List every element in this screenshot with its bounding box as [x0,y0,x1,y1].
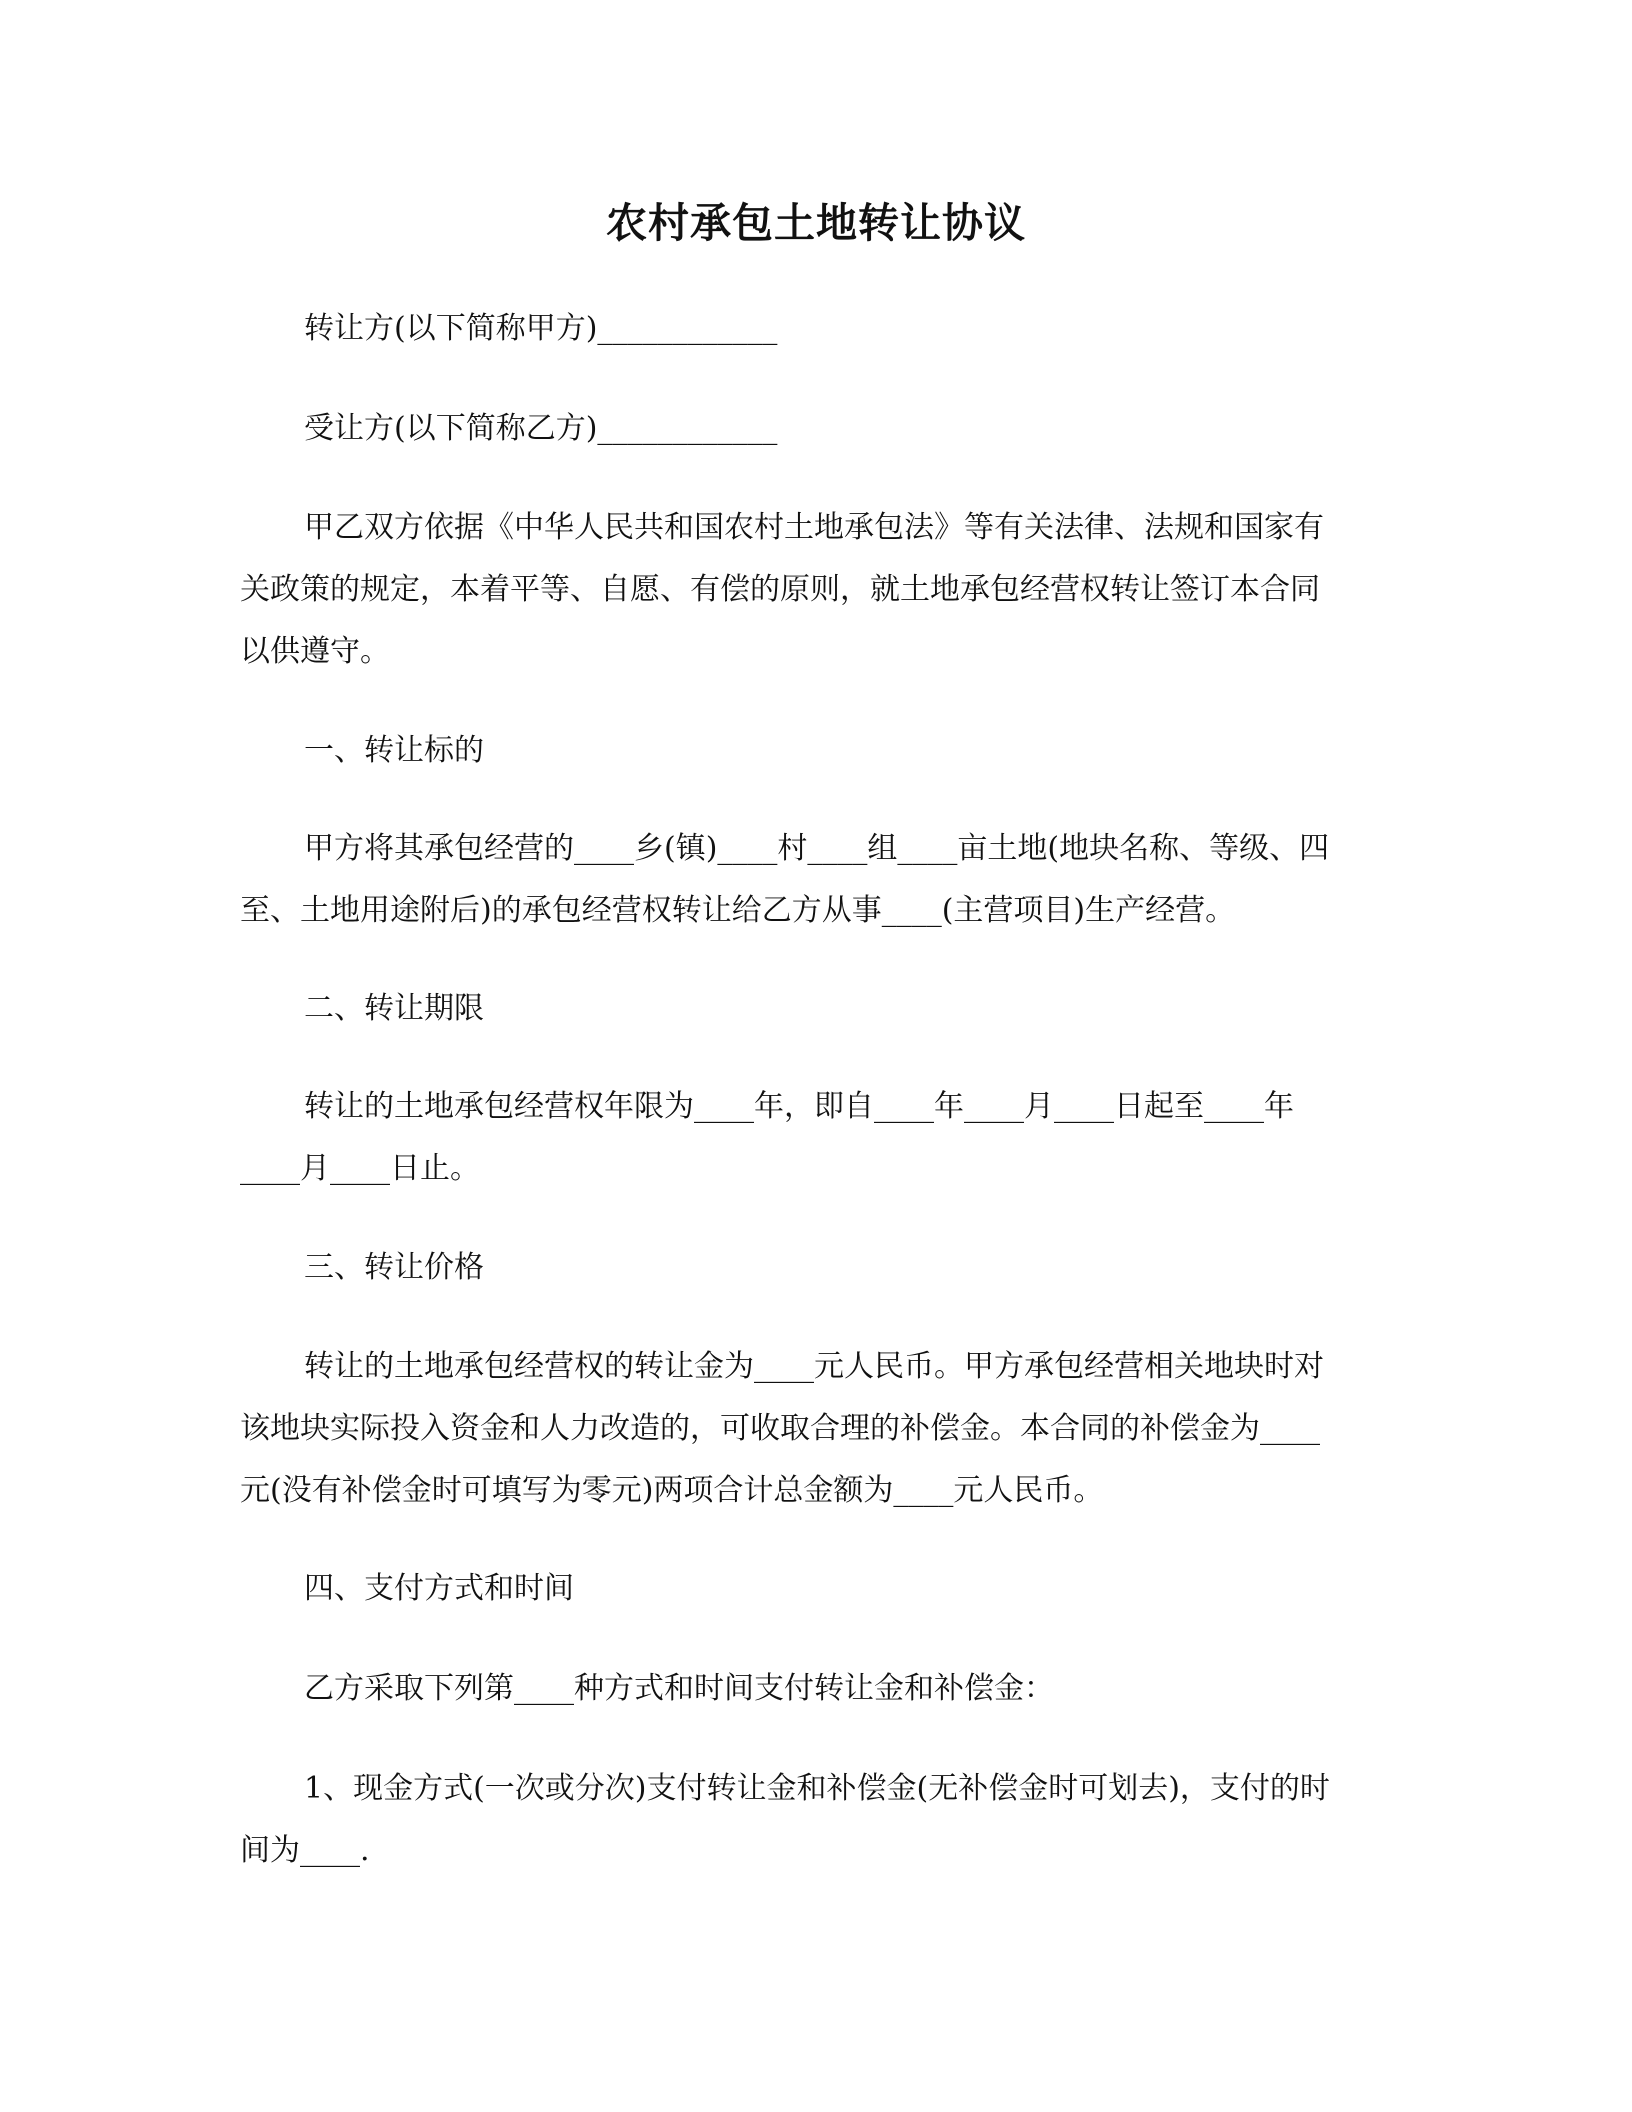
section4-line: 乙方采取下列第____种方式和时间支付转让金和补偿金： [304,1671,1054,1706]
document-title: 农村承包土地转让协议 [606,199,1026,247]
party-a-line [240,298,1454,360]
section2-line: ____月____日止。 [240,1151,480,1186]
party-b-text: 受让方(以下简称乙方)____________ [304,411,778,446]
section2-paragraph [240,1076,1390,1200]
section3-paragraph [240,1336,1390,1522]
section-heading [240,978,1454,1040]
section1-heading: 一、转让标的 [304,733,484,768]
section2-heading: 二、转让期限 [304,991,484,1026]
section3-line: 转让的土地承包经营权的转让金为____元人民币。甲方承包经营相关地块时对 [304,1349,1324,1384]
preamble-line: 以供遵守。 [240,634,390,669]
section-heading [240,1237,1454,1299]
item1-paragraph [240,1758,1390,1882]
party-b-line [240,398,1454,460]
section4-paragraph [240,1658,1454,1720]
section1-line: 至、土地用途附后)的承包经营权转让给乙方从事____(主营项目)生产经营。 [240,893,1236,928]
section4-heading: 四、支付方式和时间 [304,1571,574,1606]
party-a-text: 转让方(以下简称甲方)____________ [304,311,778,346]
section3-heading: 三、转让价格 [304,1250,484,1285]
section-heading [240,720,1454,782]
preamble-line: 关政策的规定，本着平等、自愿、有偿的原则，就土地承包经营权转让签订本合同 [240,572,1320,607]
section1-paragraph [240,818,1390,942]
section2-line: 转让的土地承包经营权年限为____年，即自____年____月____日起至____年 [304,1089,1294,1124]
preamble-paragraph [240,497,1390,683]
preamble-line: 甲乙双方依据《中华人民共和国农村土地承包法》等有关法律、法规和国家有 [304,510,1324,545]
section3-line: 该地块实际投入资金和人力改造的，可收取合理的补偿金。本合同的补偿金为____ [240,1411,1320,1446]
item1-line: 1、现金方式(一次或分次)支付转让金和补偿金(无补偿金时可划去)，支付的时 [304,1771,1330,1806]
section3-line: 元(没有补偿金时可填写为零元)两项合计总金额为____元人民币。 [240,1473,1104,1508]
item1-line: 间为____. [240,1833,370,1868]
section-heading [240,1558,1454,1620]
section1-line: 甲方将其承包经营的____乡(镇)____村____组____亩土地(地块名称、等级、四 [304,831,1330,866]
